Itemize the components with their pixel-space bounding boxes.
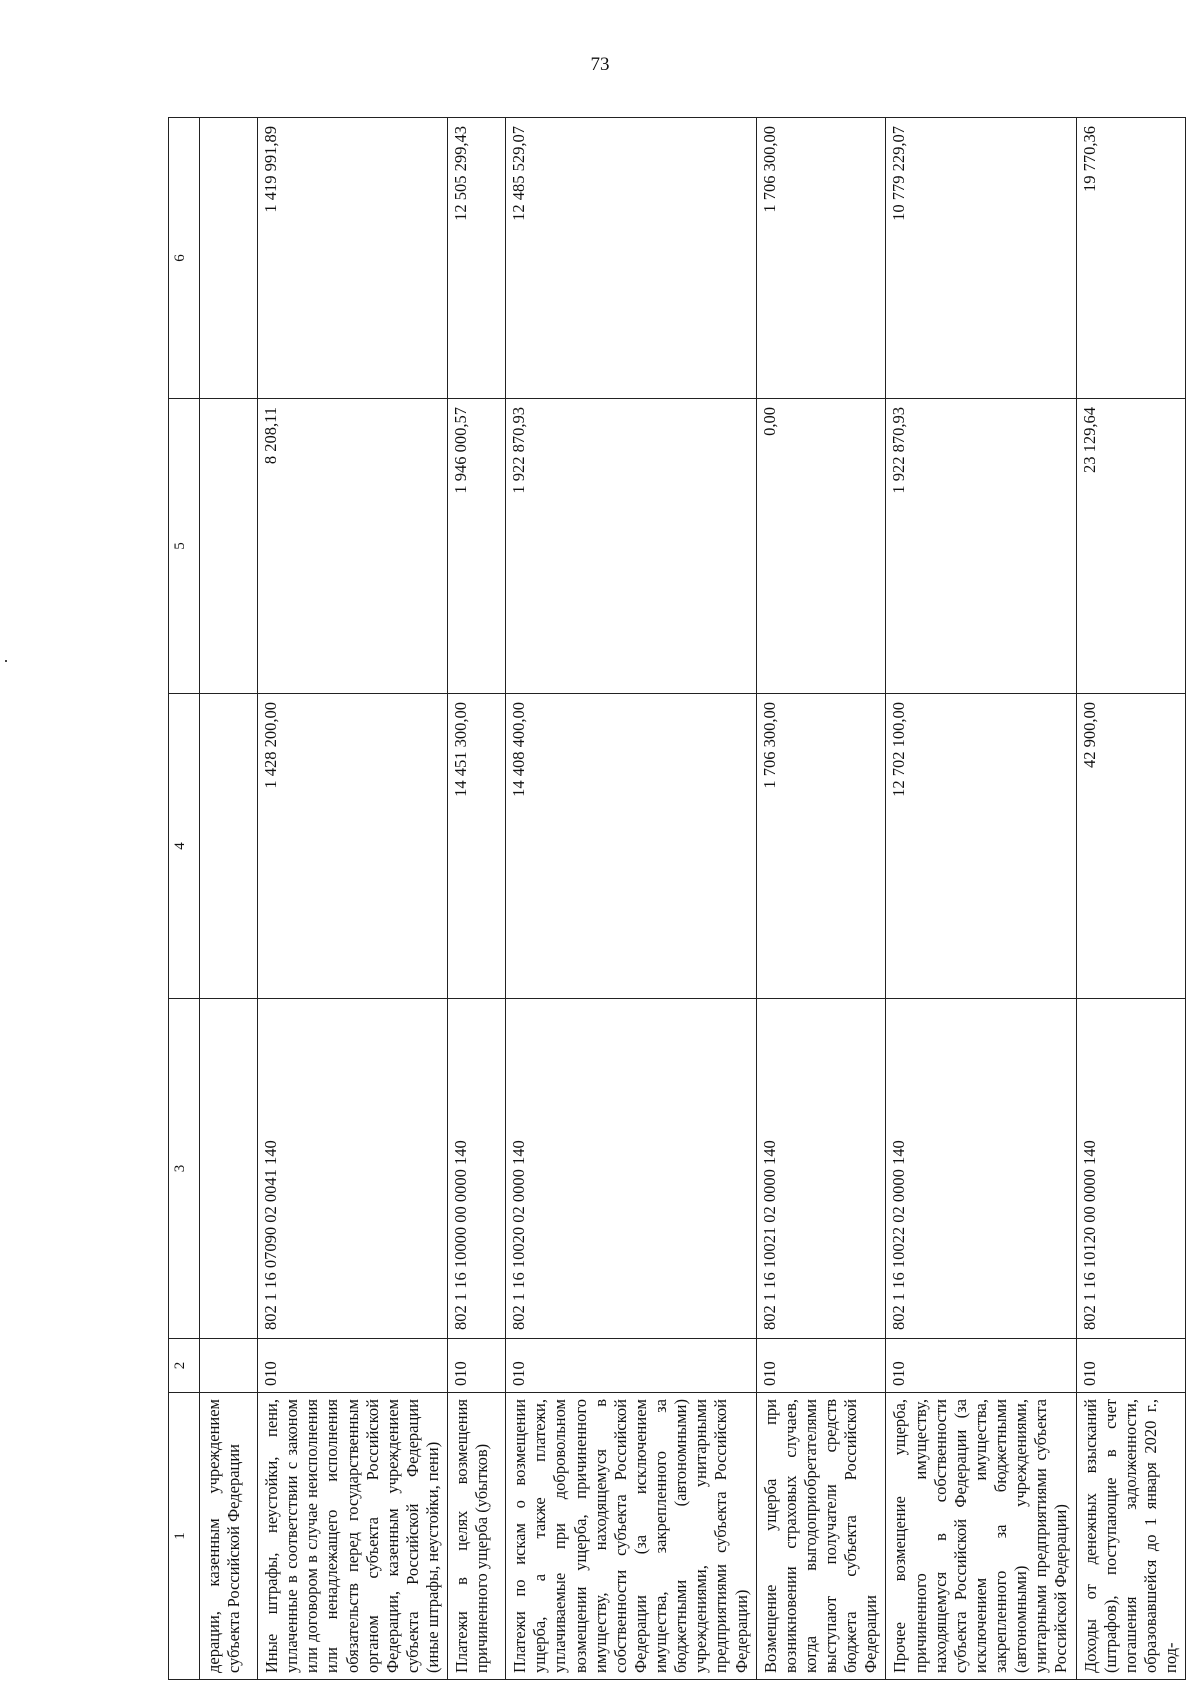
table-row: [448, 118, 506, 1680]
table-row: [200, 118, 258, 1680]
row-code: 010: [886, 1339, 1076, 1393]
row-unexecuted: [200, 118, 258, 399]
row-executed: 0,00: [756, 399, 886, 694]
row-kbk: 802 1 16 10020 02 0000 140: [506, 999, 757, 1339]
row-approved: 14 408 400,00: [506, 694, 757, 999]
column-header: 5: [169, 399, 200, 694]
column-header: 4: [169, 694, 200, 999]
scan-speck: [5, 660, 7, 662]
rotated-table-wrapper: [168, 118, 1180, 1680]
table-row: [506, 118, 757, 1680]
row-name: Платежи по искам о возмещении ущерба, а также платежи, уплачиваемые при добровольном возмещении ущерба, причиненного имуществу, находящемуся в собственности субъекта Российской Федерации (за исключением имущества, закрепленного за бюджетными (автономными) учреждениями, унитарными предприятиями субъекта Российской Федерации): [506, 1393, 757, 1680]
row-kbk: 802 1 16 07090 02 0041 140: [258, 999, 448, 1339]
revenue-table-holder: [168, 118, 1180, 1680]
row-kbk: 802 1 16 10000 00 0000 140: [448, 999, 506, 1339]
row-approved: 1 706 300,00: [756, 694, 886, 999]
table-row: [1076, 118, 1186, 1680]
revenue-table: [168, 117, 1186, 1680]
row-unexecuted: 1 706 300,00: [756, 118, 886, 399]
row-executed: 1 922 870,93: [506, 399, 757, 694]
row-code: 010: [506, 1339, 757, 1393]
page-number: 73: [590, 54, 610, 75]
row-unexecuted: 19 770,36: [1076, 118, 1186, 399]
column-header: 1: [169, 1393, 200, 1680]
row-approved: 1 428 200,00: [258, 694, 448, 999]
table-row: [886, 118, 1076, 1680]
row-kbk: 802 1 16 10022 02 0000 140: [886, 999, 1076, 1339]
row-executed: 1 946 000,57: [448, 399, 506, 694]
row-executed: 1 922 870,93: [886, 399, 1076, 694]
row-kbk: 802 1 16 10120 00 0000 140: [1076, 999, 1186, 1339]
row-unexecuted: 12 485 529,07: [506, 118, 757, 399]
row-name: Платежи в целях возмещения причиненного ущерба (убытков): [448, 1393, 506, 1680]
table-row: [756, 118, 886, 1680]
row-approved: [200, 694, 258, 999]
row-unexecuted: 1 419 991,89: [258, 118, 448, 399]
row-approved: 42 900,00: [1076, 694, 1186, 999]
row-name: дерации, казенным учреждением субъекта Российской Федерации: [200, 1393, 258, 1680]
table-row: [258, 118, 448, 1680]
row-code: 010: [1076, 1339, 1186, 1393]
row-executed: 8 208,11: [258, 399, 448, 694]
column-header: 6: [169, 118, 200, 399]
row-code: 010: [448, 1339, 506, 1393]
row-kbk: [200, 999, 258, 1339]
row-code: 010: [756, 1339, 886, 1393]
row-name: Прочее возмещение ущерба, причиненного имуществу, находящемуся в собственности субъекта Российской Федерации (за исключением имущества, закрепленного за бюджетными (автономными) учреждениями, унитарными предприятиями субъекта Российской Федерации): [886, 1393, 1076, 1680]
row-approved: 12 702 100,00: [886, 694, 1076, 999]
row-name: Возмещение ущерба при возникновении страховых случаев, когда выгодоприобретателями выступают получатели средств бюджета субъекта Российской Федерации: [756, 1393, 886, 1680]
column-header: 2: [169, 1339, 200, 1393]
column-header: 3: [169, 999, 200, 1339]
row-kbk: 802 1 16 10021 02 0000 140: [756, 999, 886, 1339]
table-header-row: [169, 118, 200, 1680]
row-executed: [200, 399, 258, 694]
row-executed: 23 129,64: [1076, 399, 1186, 694]
row-unexecuted: 12 505 299,43: [448, 118, 506, 399]
row-approved: 14 451 300,00: [448, 694, 506, 999]
row-name: Доходы от денежных взысканий (штрафов), поступающие в счет погашения задолженности, образовавшейся до 1 января 2020 г., под-: [1076, 1393, 1186, 1680]
row-code: [200, 1339, 258, 1393]
row-unexecuted: 10 779 229,07: [886, 118, 1076, 399]
row-code: 010: [258, 1339, 448, 1393]
row-name: Иные штрафы, неустойки, пени, уплаченные в соответствии с законом или договором в случае неисполнения или ненадлежащего исполнения обязательств перед государственным органом субъекта Российской Федерации, казенным учреждением субъекта Российской Федерации (иные штрафы, неустойки, пени): [258, 1393, 448, 1680]
